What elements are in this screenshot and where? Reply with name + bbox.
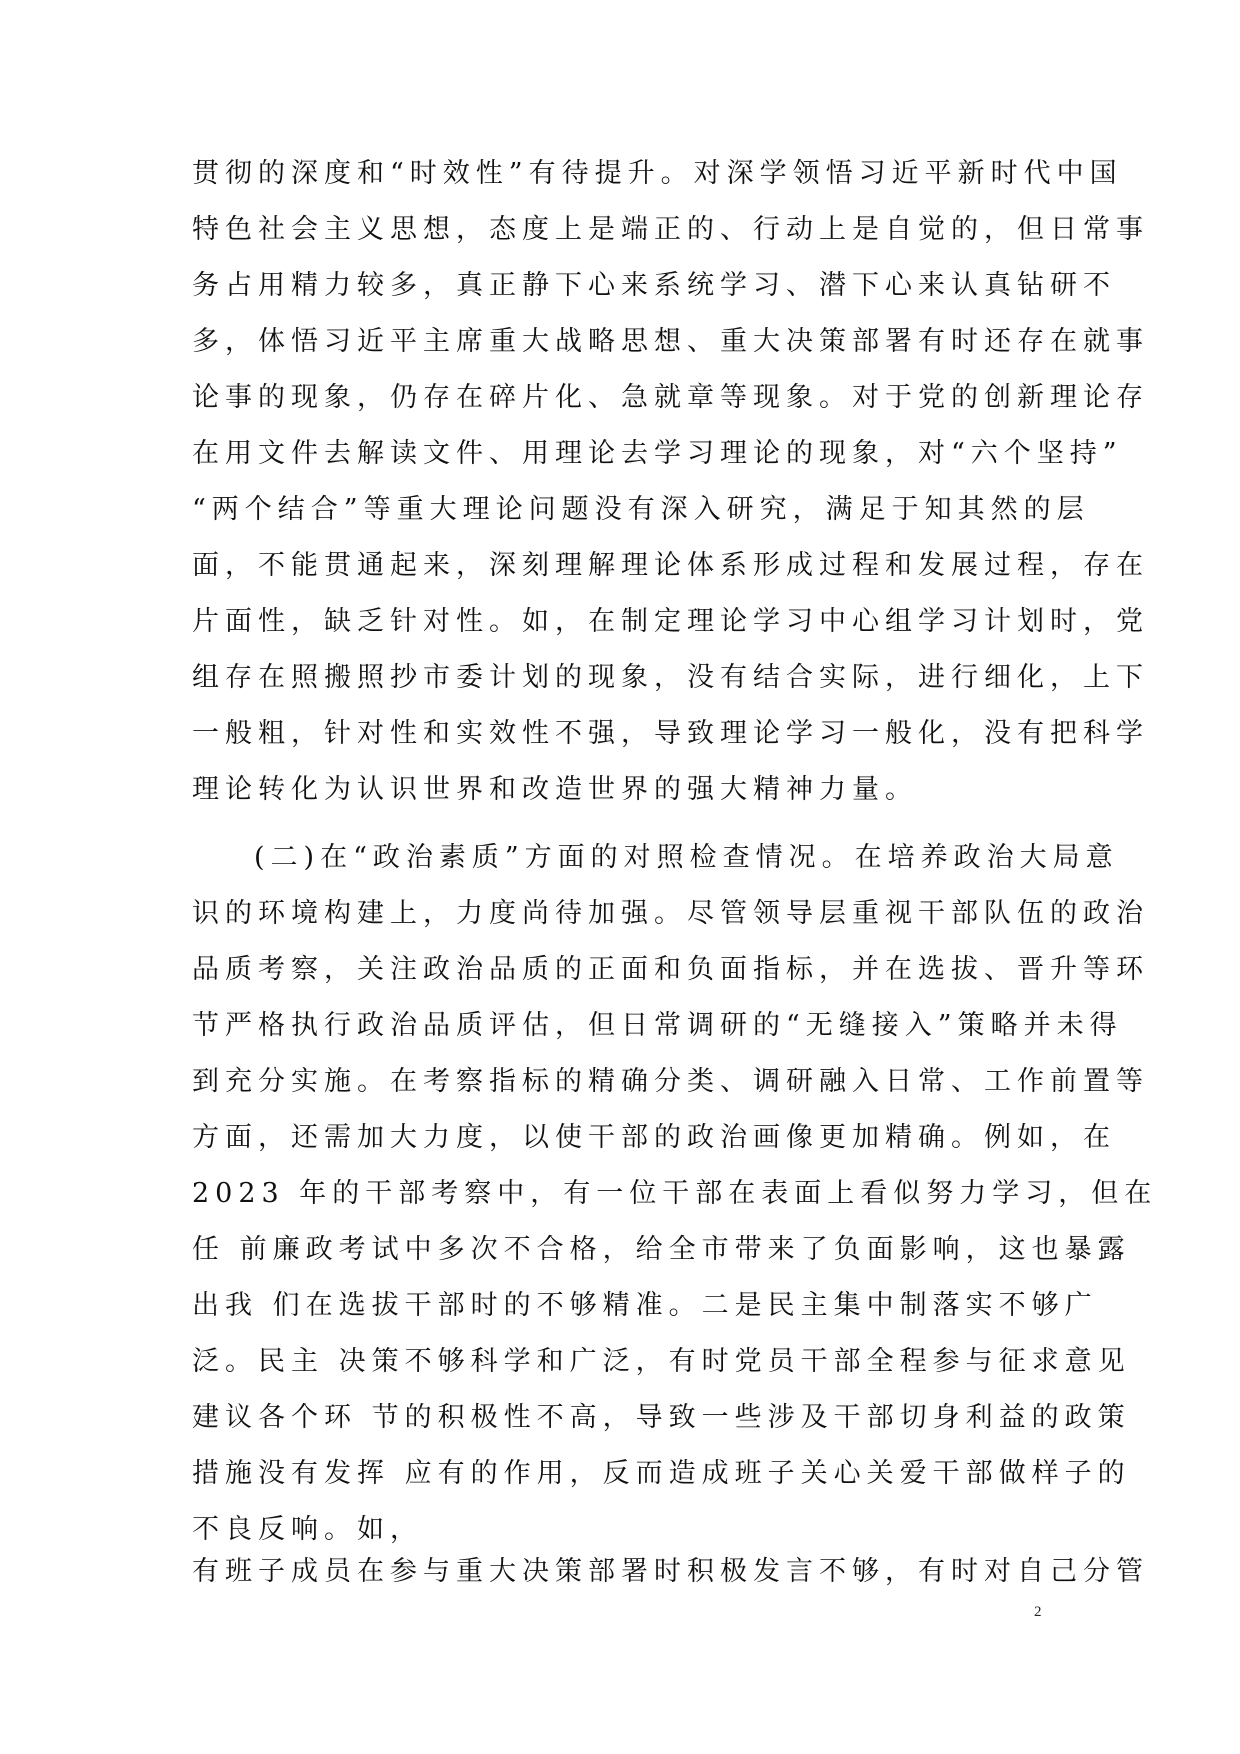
text-line-19: 2023 年的干部考察中，有一位干部在表面上看似努力学习，但在 — [192, 1178, 1158, 1209]
text-line-8: 面，不能贯通起来，深刻理解理论体系形成过程和发展过程，存在 — [192, 550, 1149, 581]
text-line-3: 务占用精力较多，真正静下心来系统学习、潜下心来认真钻研不 — [192, 270, 1116, 301]
text-line-6: 在用文件去解读文件、用理论去学习理论的现象，对“六个坚持” — [192, 438, 1123, 469]
text-line-16: 节严格执行政治品质评估，但日常调研的“无缝接入”策略并未得 — [192, 1010, 1123, 1041]
text-line-1: 贯彻的深度和“时效性”有待提升。对深学领悟习近平新时代中国 — [192, 158, 1123, 189]
text-line-26: 有班子成员在参与重大决策部署时积极发言不够，有时对自己分管 — [192, 1556, 1149, 1587]
text-line-14: 识的环境构建上，力度尚待加强。尽管领导层重视干部队伍的政治 — [192, 898, 1149, 929]
text-line-23: 建议各个环 节的积极性不高，导致一些涉及干部切身利益的政策 — [192, 1402, 1131, 1433]
text-line-18: 方面，还需加大力度，以使干部的政治画像更加精确。例如，在 — [192, 1122, 1116, 1153]
page-number: 2 — [1034, 1604, 1042, 1620]
text-line-4: 多，体悟习近平主席重大战略思想、重大决策部署有时还存在就事 — [192, 326, 1149, 357]
text-line-10: 组存在照搬照抄市委计划的现象，没有结合实际，进行细化，上下 — [192, 662, 1149, 693]
text-line-21: 出我 们在选拔干部时的不够精准。二是民主集中制落实不够广 — [192, 1290, 1098, 1321]
text-line-25: 不良反响。如， — [192, 1514, 423, 1545]
text-line-20: 任 前廉政考试中多次不合格，给全市带来了负面影响，这也暴露 — [192, 1234, 1131, 1265]
text-line-11: 一般粗，针对性和实效性不强，导致理论学习一般化，没有把科学 — [192, 718, 1149, 749]
text-line-15: 品质考察，关注政治品质的正面和负面指标，并在选拔、晋升等环 — [192, 954, 1149, 985]
section-heading-line: (二)在“政治素质”方面的对照检查情况。在培养政治大局意 — [254, 842, 1119, 873]
text-line-9: 片面性，缺乏针对性。如，在制定理论学习中心组学习计划时，党 — [192, 606, 1149, 637]
text-line-22: 泛。民主 决策不够科学和广泛，有时党员干部全程参与征求意见 — [192, 1346, 1131, 1377]
text-line-5: 论事的现象，仍存在碎片化、急就章等现象。对于党的创新理论存 — [192, 382, 1149, 413]
text-line-24: 措施没有发挥 应有的作用，反而造成班子关心关爱干部做样子的 — [192, 1458, 1131, 1489]
text-line-2: 特色社会主义思想，态度上是端正的、行动上是自觉的，但日常事 — [192, 214, 1149, 245]
text-line-17: 到充分实施。在考察指标的精确分类、调研融入日常、工作前置等 — [192, 1066, 1149, 1097]
text-line-7: “两个结合”等重大理论问题没有深入研究，满足于知其然的层 — [192, 494, 1090, 525]
text-line-12: 理论转化为认识世界和改造世界的强大精神力量。 — [192, 774, 918, 805]
